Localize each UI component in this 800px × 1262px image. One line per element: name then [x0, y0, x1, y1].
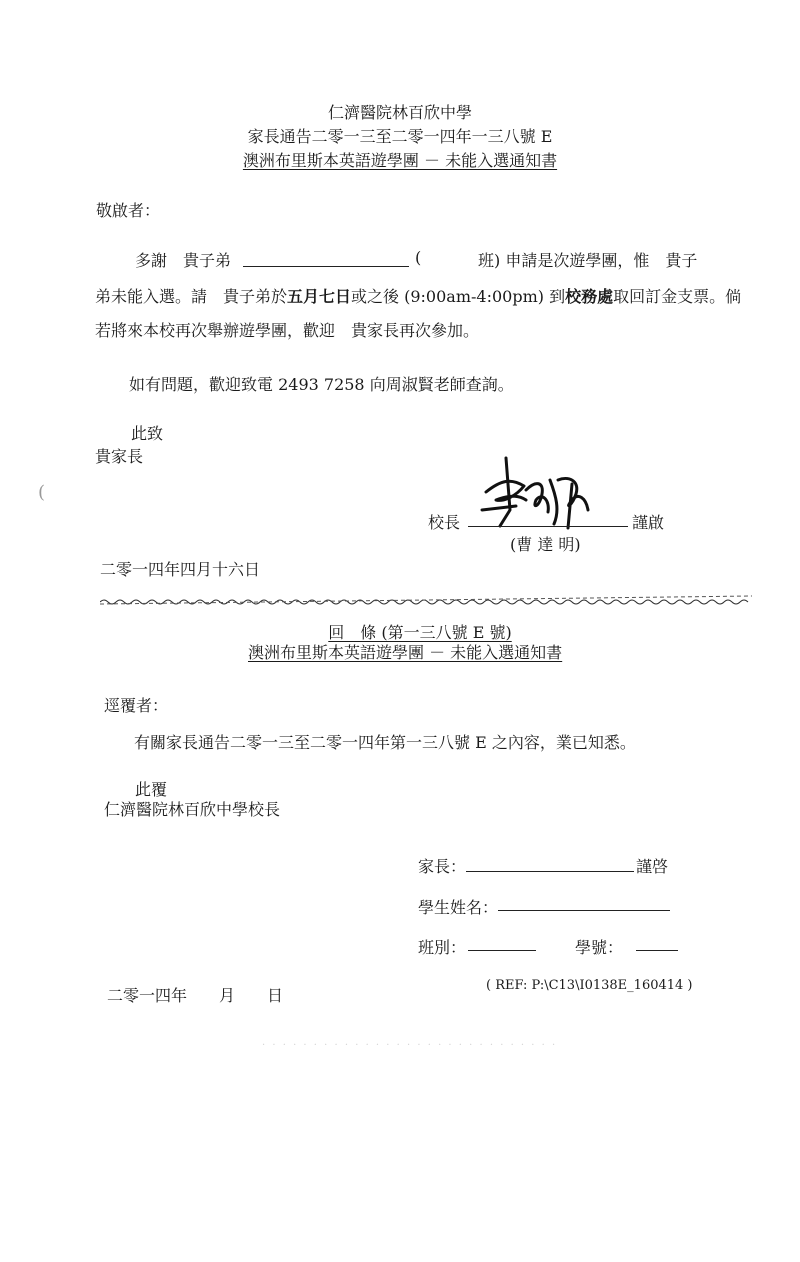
paragraph-3: 若將來本校再次舉辦遊學團，歡迎 貴家長再次參加。 — [95, 321, 480, 340]
school-name: 仁濟醫院林百欣中學 — [327, 103, 472, 122]
principal-name: (曹 達 明) — [510, 535, 581, 554]
general-office: 校務處 — [565, 287, 614, 306]
class-label: 班別： — [418, 938, 467, 957]
paragraph-1-paren: ( — [415, 248, 422, 267]
reply-salutation: 逕覆者： — [104, 696, 169, 715]
paragraph-2-text-b: 或之後 (9:00am-4:00pm) 到 — [351, 287, 566, 306]
principal-label: 校長 — [428, 513, 461, 532]
paragraph-2-text-c: 取回訂金支票。倘 — [613, 287, 742, 306]
salutation: 敬啟者： — [96, 201, 161, 220]
notice-number: 家長通告二零一三至二零一四年一三八號 E — [247, 127, 553, 146]
letter-date: 二零一四年四月十六日 — [100, 560, 261, 579]
reply-slip-subject: 澳洲布里斯本英語遊學團 － 未能入選通知書 — [248, 643, 563, 662]
closing: 此致 — [131, 424, 164, 443]
student-number-field[interactable] — [636, 950, 678, 951]
reply-addressee: 仁濟醫院林百欣中學校長 — [104, 800, 281, 819]
scan-bracket-left: ( — [38, 482, 46, 503]
reply-closing: 此覆 — [135, 780, 168, 799]
parent-respectfully: 謹啓 — [636, 857, 669, 876]
addressee: 貴家長 — [95, 447, 144, 466]
parent-signature-field[interactable] — [466, 871, 634, 872]
paragraph-1-end: 班) 申請是次遊學團，惟 貴子 — [478, 251, 698, 270]
reference-number: ( REF: P:\C13\I0138E_160414 ) — [486, 978, 693, 993]
reply-date: 二零一四年 月 日 — [107, 986, 284, 1005]
principal-signature-line — [468, 526, 628, 527]
paragraph-1-start: 多謝 貴子弟 — [135, 251, 232, 270]
notice-subject: 澳洲布里斯本英語遊學團 － 未能入選通知書 — [242, 151, 558, 170]
student-name-label: 學生姓名： — [418, 898, 499, 917]
student-number-label: 學號： — [575, 938, 624, 957]
scan-artifact: · · · · · · · · · · · · · · · · · · · · · · · · · · · · · — [262, 1040, 558, 1051]
student-name-field[interactable] — [498, 910, 670, 911]
student-name-blank — [243, 266, 409, 267]
respectfully: 謹啟 — [632, 513, 665, 532]
class-field[interactable] — [468, 950, 536, 951]
cut-line — [100, 590, 752, 614]
reply-slip-title: 回 條 (第一三八號 E 號) — [328, 623, 512, 642]
paragraph-2 — [95, 284, 741, 307]
paragraph-4: 如有問題，歡迎致電 2493 7258 向周淑賢老師查詢。 — [129, 375, 514, 394]
principal-signature — [476, 440, 596, 530]
collection-date: 五月七日 — [287, 287, 352, 306]
paragraph-2-text-a: 弟未能入選。請 貴子弟於 — [95, 287, 288, 306]
reply-body: 有關家長通告二零一三至二零一四年第一三八號 E 之內容，業已知悉。 — [134, 733, 636, 752]
parent-label: 家長： — [418, 857, 467, 876]
